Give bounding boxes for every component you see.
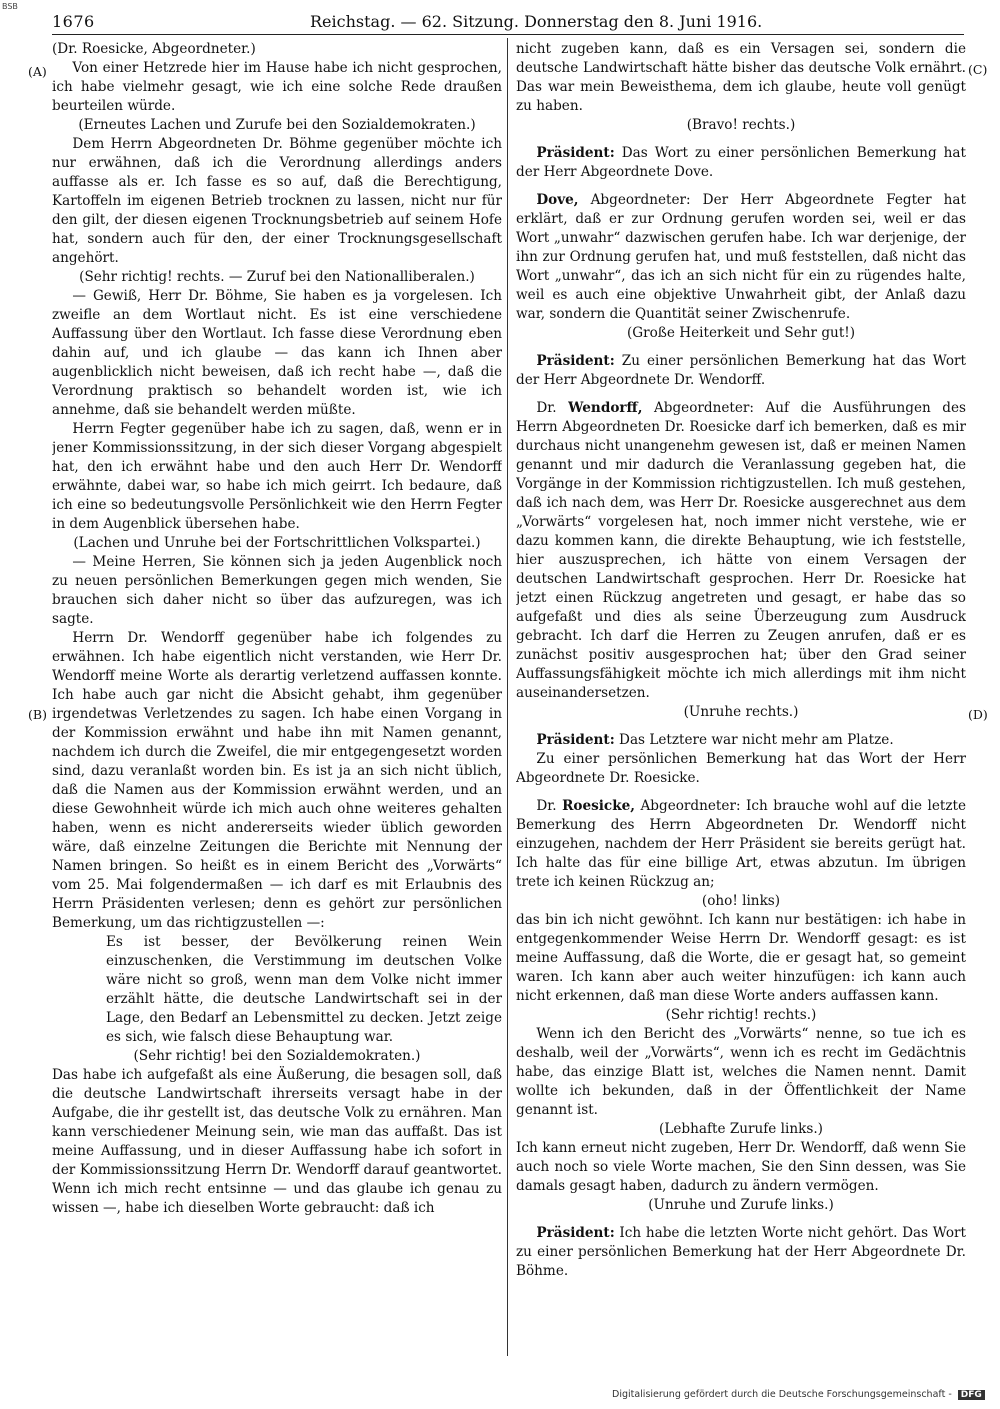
spacer — [516, 390, 966, 399]
paragraph: Das habe ich aufgefaßt als eine Äußerung, die besagen soll, daß die deutsche Landwirtschaft ihrerseits versagt habe in der Aufgabe, die ihr gestellt ist, das deutsche Volk zu ernähren. Man kann verschiedener Meinung sein, wie man das auffaßt. Das ist meine Auffassung, und in dieser Auffassung habe ich sofort in der Kommissionssitzung Herrn Dr. Wendorff darauf geantwortet. Wenn ich mich recht entsinne — und das glaube ich genau zu wissen —, habe ich dieselben Worte gebraucht: daß ich — [52, 1067, 502, 1216]
speech — [516, 731, 966, 750]
paragraph: Wenn ich den Bericht des „Vorwärts“ nenne, so tue ich es deshalb, weil der „Vorwärts“, wenn ich es recht im Gedächtnis habe, das einzige Blatt ist, welches die Namen nennt. Damit wollte ich bekunden, daß in der Öffentlichkeit der Name genannt ist. — [516, 1026, 966, 1118]
paragraph: das bin ich nicht gewöhnt. Ich kann nur bestätigen: ich habe in entgegenkommender Weise Herrn Dr. Wendorff gesagt: es ist meine Auffassung, daß die Worte, die er gesagt hat, so gemeint waren. Ich kann aber auch weiter hinzufügen: ich kann auch nicht erkennen, daß man diese Worte anders auffassen kann. — [516, 912, 966, 1004]
speaker-name: Dove, — [536, 192, 579, 208]
column-divider — [507, 38, 508, 1356]
paragraph: — Gewiß, Herr Dr. Böhme, Sie haben es ja vorgelesen. Ich zweifle an dem Wortlaut nicht. Es ist eine verschiedene Auffassung über den Wortlaut. Ich fasse diese Verordnung eben dahin auf, und ich glaube — das kann ich Ihnen aber augenblicklich nicht beweisen, daß ich recht habe —, daß die Verordnung praktisch so behandelt worden ist, wie ich annehme, daß sie behandelt werden müßte. — [52, 288, 502, 418]
margin-mark-a: (A) — [28, 64, 47, 79]
footer-credit: Digitalisierung gefördert durch die Deutsche Forschungsgemeinschaft - — [612, 1389, 952, 1400]
footer — [612, 1389, 985, 1400]
running-title: Reichstag. — 62. Sitzung. Donnerstag den 8. Juni 1916. — [310, 12, 763, 31]
speech — [516, 191, 966, 324]
speaker-name: Präsident: — [536, 353, 615, 369]
interjection: (Sehr richtig! rechts.) — [665, 1007, 817, 1023]
paragraph: Herrn Fegter gegenüber habe ich zu sagen, daß, wenn er in jener Kommissionssitzung, in der sich dieser Vorgang abgespielt hat, den ich erwähnt habe und den auch Herr Dr. Wendorff erwähnte, dabei war, so habe ich mich geirrt. Ich bedaure, daß ich eine so bedeutungsvolle Persönlichkeit wie den Herrn Fegter in dem Augenblick übersehen habe. — [52, 421, 502, 532]
spacer — [516, 1215, 966, 1224]
interjection: (Sehr richtig! bei den Sozialdemokraten.) — [133, 1048, 421, 1064]
interjection: (Erneutes Lachen und Zurufe bei den Sozialdemokraten.) — [78, 117, 476, 133]
speaker-name: Präsident: — [536, 145, 615, 161]
interjection: (Lebhafte Zurufe links.) — [659, 1121, 823, 1137]
interjection: (Unruhe rechts.) — [683, 704, 799, 720]
paragraph: (Dr. Roesicke, Abgeordneter.) — [52, 41, 256, 57]
speaker-title: Dr. — [536, 798, 563, 814]
left-column — [52, 40, 502, 1350]
paragraph: Ich kann erneut nicht zugeben, Herr Dr. Wendorff, daß wenn Sie auch noch so viele Worte machen, Sie den Sinn dessen, was Sie damals gesagt haben, dadurch zu ändern vermögen. — [516, 1140, 966, 1194]
paragraph: Zu einer persönlichen Bemerkung hat das Wort der Herr Abgeordnete Dr. Roesicke. — [516, 751, 966, 786]
speech — [516, 797, 966, 892]
page-header — [52, 8, 964, 34]
interjection: (Bravo! rechts.) — [686, 117, 796, 133]
speech — [516, 144, 966, 182]
speech — [516, 352, 966, 390]
right-column — [516, 40, 966, 1350]
spacer — [516, 722, 966, 731]
speech-text: Abgeordneter: Der Herr Abgeordnete Fegter hat erklärt, daß er zur Ordnung gerufen worden sei, weil er das Wort „unwahr“ dazwischen gerufen habe. Ich war derjenige, der ihn zur Ordnung gerufen hat, und muß feststellen, daß nicht das Wort „unwahr“, das ich an sich nicht für ein zu rügendes halte, weil es auch eine objektive Unwahrheit gibt, der Anlaß dazu war, sondern die Quantität seiner Zwischenrufe. — [516, 192, 966, 322]
speech-text: Abgeordneter: Ich brauche wohl auf die letzte Bemerkung des Herrn Abgeordneten Dr. Wendorff nicht einzugehen, nachdem der Herr Präsident sie bereits gerügt hat. Ich halte das für eine billige Art, etwas abzutun. Im übrigen trete ich keinen Rückzug an; — [516, 798, 966, 890]
quotation: Es ist besser, der Bevölkerung reinen Wein einzuschenken, die Verstimmung im deutschen Volke wäre nicht so groß, wenn man dem Volke nicht immer erzählt hätte, die deutsche Landwirtschaft sei in der Lage, den Bedarf an Lebensmittel zu decken. Jetzt zeige es sich, wie falsch diese Behauptung war. — [106, 934, 502, 1045]
interjection: (Große Heiterkeit und Sehr gut!) — [626, 325, 856, 341]
speech-text: Das Wort zu einer persönlichen Bemerkung hat der Herr Abgeordnete Dove. — [516, 145, 966, 180]
speech — [516, 1224, 966, 1281]
interjection: (Unruhe und Zurufe links.) — [648, 1197, 834, 1213]
speech — [516, 399, 966, 703]
speech-text: Abgeordneter: Auf die Ausführungen des Herrn Abgeordneten Dr. Roesicke darf ich bemerken, daß es mir durchaus nicht unangenehm gewesen ist, daß er meinen Namen genannt und mir dadurch die Veranlassung gegeben hat, die Vorgänge in der Kommission richtigzustellen. Ich muß gestehen, daß ich nach dem, was Herr Dr. Roesicke ausgerechnet aus dem „Vorwärts“ vorgelesen hat, noch immer nicht verstehe, wie er dazu kommen kann, die direkte Behauptung, wie ich feststelle, hier auszusprechen, ich hätte von einem Versagen der deutschen Landwirtschaft gesprochen. Herr Dr. Roesicke hat jetzt einen Rückzug angetreten und gesagt, er habe das so aufgefaßt und dies als seine Überzeugung zum Ausdruck gebracht. Ich darf die Herren zu Zeugen anrufen, daß er es zunächst positiv ausgesprochen hat; über den Grad seiner Auffassungsfähigkeit möchte ich mich allerdings mit ihm nicht auseinandersetzen. — [516, 400, 966, 701]
paragraph: Dem Herrn Abgeordneten Dr. Böhme gegenüber möchte ich nur erwähnen, daß ich die Verordnung allerdings anders auffasse als er. Ich fasse es so auf, daß die Berechtigung, Kartoffeln im eigenen Betrieb trocknen zu lassen, nicht nur für den gilt, der diesen eigenen Trocknungsbetrieb auf seinem Hofe hat, sondern auch für den, der einer Trocknungsgesellschaft angehört. — [52, 136, 502, 266]
speech-text: Ich habe die letzten Worte nicht gehört. Das Wort zu einer persönlichen Bemerkung hat der Herr Abgeordnete Dr. Böhme. — [516, 1225, 966, 1279]
margin-mark-b: (B) — [28, 707, 47, 722]
paragraph: — Meine Herren, Sie können sich ja jeden Augenblick noch zu neuen persönlichen Bemerkungen gegen mich wenden, Sie brauchen sich daher nicht so über das aufzuregen, was ich sagte. — [52, 554, 502, 627]
paragraph: Von einer Hetzrede hier im Hause habe ich nicht gesprochen, ich habe vielmehr gesagt, wie ich eine solche Rede draußen beurteilen würde. — [52, 60, 502, 114]
speaker-name: Präsident: — [536, 1225, 615, 1241]
speech-text: Zu einer persönlichen Bemerkung hat das Wort der Herr Abgeordnete Dr. Wendorff. — [516, 353, 966, 388]
speaker-name: Roesicke, — [562, 798, 636, 814]
page-number: 1676 — [52, 12, 95, 31]
interjection: (Sehr richtig! rechts. — Zuruf bei den Nationalliberalen.) — [79, 269, 475, 285]
speaker-name: Präsident: — [536, 732, 615, 748]
speaker-name: Wendorff, — [568, 400, 643, 416]
margin-mark-c: (C) — [968, 62, 988, 77]
dfg-logo: DFG — [958, 1390, 985, 1400]
header-rule — [52, 34, 964, 35]
spacer — [516, 343, 966, 352]
interjection: (Lachen und Unruhe bei der Fortschrittlichen Volkspartei.) — [73, 535, 481, 551]
speech-text: Das Letztere war nicht mehr am Platze. — [614, 732, 894, 748]
library-tag: BSB — [2, 2, 18, 11]
paragraph: Herrn Dr. Wendorff gegenüber habe ich folgendes zu erwähnen. Ich habe eigentlich nicht verstanden, wie Herr Dr. Wendorff meine Worte als derartig verletzend auffassen konnte. Ich habe auch gar nicht die Absicht gehabt, ihm gegenüber irgendetwas Verletzendes zu sagen. Ich habe einen Vorgang in der Kommission erwähnt und habe ihn mit Namen genannt, nachdem ich durch die Zweifel, die mir entgegengesetzt worden sind, dazu veranlaßt worden bin. Es ist ja an sich nicht üblich, daß die Namen aus der Kommission erwähnt werden, und an diese Gewohnheit würde ich mich auch ohne weiteres gehalten haben, wenn es nicht andererseits wieder üblich geworden wäre, daß einzelne Zeitungen die Berichte mit Nennung der Namen bringen. So heißt es in einem Bericht des „Vorwärts“ vom 25. Mai folgendermaßen — ich darf es mit Erlaubnis des Herrn Präsidenten verlesen; denn es gehört zur persönlichen Bemerkung, um das richtigzustellen —: — [52, 630, 502, 931]
margin-mark-d: (D) — [968, 707, 988, 722]
interjection: (oho! links) — [701, 893, 781, 909]
spacer — [516, 135, 966, 144]
spacer — [516, 182, 966, 191]
spacer — [516, 788, 966, 797]
speaker-title: Dr. — [536, 400, 569, 416]
paragraph: nicht zugeben kann, daß es ein Versagen sei, sondern die deutsche Landwirtschaft hätte bisher das deutsche Volk ernährt. Das war mein Beweisthema, dem ich glaube, heute voll genügt zu haben. — [516, 41, 966, 114]
